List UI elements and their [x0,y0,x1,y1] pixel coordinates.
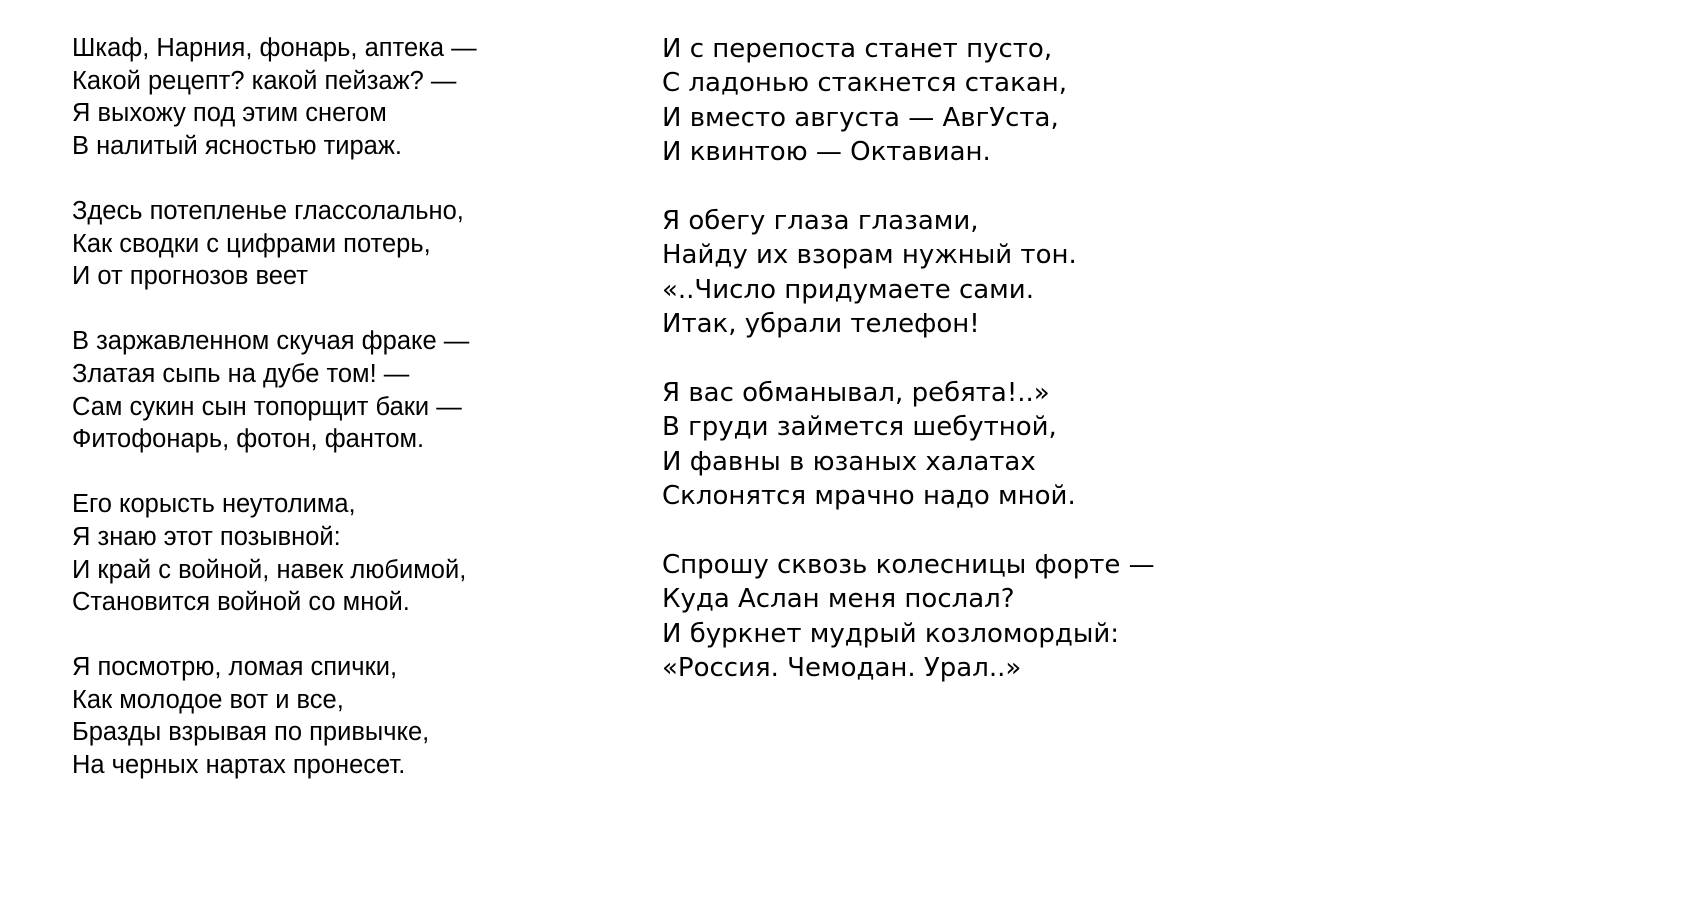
poem-line: Я знаю этот позывной: [72,522,341,551]
poem-line: Как молодое вот и все, [72,685,344,714]
poem-line: Какой рецепт? какой пейзаж? — [72,66,457,95]
poem-column-right [662,32,1302,720]
poem-line: Спрошу сквозь колесницы форте — [662,550,1155,581]
poem-line: Я посмотрю, ломая спички, [72,653,398,682]
poem-line: «Россия. Чемодан. Урал..» [662,653,1022,684]
poem-line: Становится войной со мной. [72,588,410,617]
poem-line: Здесь потепленье глассолально, [72,196,464,225]
stanza-2 [72,195,632,293]
poem-line: Сам сукин сын топорщит баки — [72,392,462,421]
stanza-3 [72,325,632,455]
poem-line: Куда Аслан меня послал? [662,584,1015,615]
poem-line: Как сводки с цифрами потерь, [72,229,431,258]
poem-line: Склонятся мрачно надо мной. [662,481,1076,512]
poem-line: В груди займется шебутной, [662,412,1057,443]
stanza-9 [662,548,1302,686]
poem-line: В заржавленном скучая фраке — [72,327,470,356]
poem-line: Итак, убрали телефон! [662,309,980,340]
poem-line: Найду их взорам нужный тон. [662,240,1077,271]
poem-line: Бразды взрывая по привычке, [72,718,430,747]
poem-line: Фитофонарь, фотон, фантом. [72,425,425,454]
poem-line: И квинтою — Октавиан. [662,137,991,168]
stanza-1 [72,32,632,162]
poem-line: В налитый ясностью тираж. [72,131,402,160]
poem-line: Шкаф, Нарния, фонарь, аптека — [72,34,477,62]
poem-line: И вместо августа — АвгУста, [662,102,1059,133]
poem-line: Златая сыпь на дубе том! — [72,359,410,388]
poem-line: И край с войной, навек любимой, [72,555,467,584]
poem-line: Я вас обманывал, ребята!..» [662,378,1050,409]
stanza-6 [662,32,1302,170]
stanza-7 [662,204,1302,342]
poem-line: На черных нартах пронесет. [72,751,406,780]
poem-line: Я обегу глаза глазами, [662,206,979,237]
poem-line: И фавны в юзаных халатах [662,446,1036,477]
stanza-5 [72,651,632,781]
poem-line: И буркнет мудрый козломордый: [662,618,1120,649]
poem-line: Я выхожу под этим снегом [72,99,387,128]
stanza-8 [662,376,1302,514]
poem-line: И с перепоста станет пусто, [662,34,1053,64]
poem-line: «..Число придумаете сами. [662,274,1034,305]
poem-line: Его корысть неутолима, [72,490,356,519]
poem-column-left [72,32,632,814]
poem-line: И от прогнозов веет [72,262,308,291]
stanza-4 [72,488,632,618]
poem-line: С ладонью стакнется стакан, [662,68,1068,99]
